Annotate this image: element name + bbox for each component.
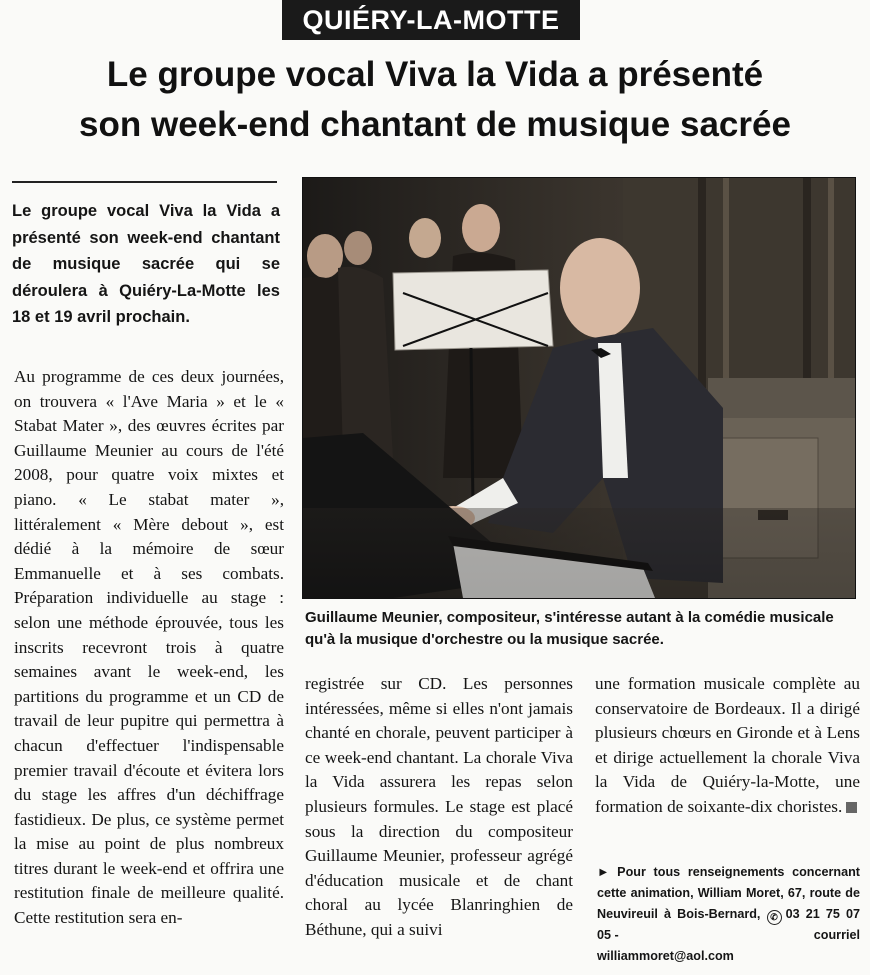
body-column-3-text: une formation musicale complète au conservatoire de Bordeaux. Il a dirigé plusieurs chœurs en Gironde et à Lens et dirige actuellement la chorale Viva la Vida de Quiéry-la-Motte, une formation de soixante-dix choristes. bbox=[595, 674, 860, 816]
headline-line-2: son week-end chantant de musique sacrée bbox=[79, 105, 791, 144]
arrow-icon: ► bbox=[597, 865, 610, 879]
body-column-2: registrée sur CD. Les personnes intéressées, même si elles n'ont jamais chanté en chorale, peuvent participer à ce week-end chantant. La chorale Viva la Vida assurera les repas selon plusieurs formules. Le stage est placé sous la direction du compositeur Guillaume Meunier, professeur agrégé d'éducation musicale et de chant choral au lycée Blanringhien de Béthune, qui a suivi bbox=[305, 674, 573, 939]
lede-rule bbox=[12, 181, 277, 183]
info-email-label: courriel bbox=[813, 928, 860, 942]
info-phone: 03 21 75 07 05 - bbox=[597, 907, 861, 942]
article-photo bbox=[302, 177, 856, 599]
end-mark-icon bbox=[846, 802, 857, 813]
photo-pianist-choir bbox=[303, 178, 855, 598]
info-text: Pour tous renseignements concernant cette animation, William Moret, 67, route de Neuvireuil à Bois-Bernard, bbox=[597, 865, 860, 921]
section-kicker: QUIÉRY-LA-MOTTE bbox=[282, 0, 580, 40]
info-box bbox=[597, 862, 860, 967]
info-email[interactable]: williammoret@aol.com bbox=[597, 949, 734, 963]
body-column-1: Au programme de ces deux journées, on trouvera « l'Ave Maria » et le « Stabat Mater », des œuvres écrites par Guillaume Meunier au cours de l'été 2008, pour quatre voix mixtes et piano. « Le stabat mater », littéralement « Mère debout », est dédié à la mémoire de sœur Emmanuelle et à ses combats. Préparation individuelle au stage : selon une méthode éprouvée, tous les inscrits recevront trois à quatre semaines avant le week-end, les partitions du programme et un CD de travail de leur pupitre qui permettra à chacun d'effectuer l'indispensable premier travail d'écoute et évitera lors du stage les affres d'un déchiffrage fastidieux. De plus, ce système permet la mise au point de plus nombreux titres durant le week-end et offrira une restitution finale de meilleure qualité. Cette restitution sera en- bbox=[14, 367, 284, 928]
headline-line-1: Le groupe vocal Viva la Vida a présenté bbox=[106, 55, 764, 94]
article-headline bbox=[0, 50, 870, 150]
article-lede: Le groupe vocal Viva la Vida a présenté son week-end chantant de musique sacrée qui se déroulera à Quiéry-La-Motte les 18 et 19 avril prochain. bbox=[12, 202, 280, 326]
photo-caption: Guillaume Meunier, compositeur, s'intéresse autant à la comédie musicale qu'à la musique d'orchestre ou la musique sacrée. bbox=[305, 609, 834, 648]
body-column-3 bbox=[595, 672, 860, 820]
phone-icon: ✆ bbox=[767, 910, 782, 925]
